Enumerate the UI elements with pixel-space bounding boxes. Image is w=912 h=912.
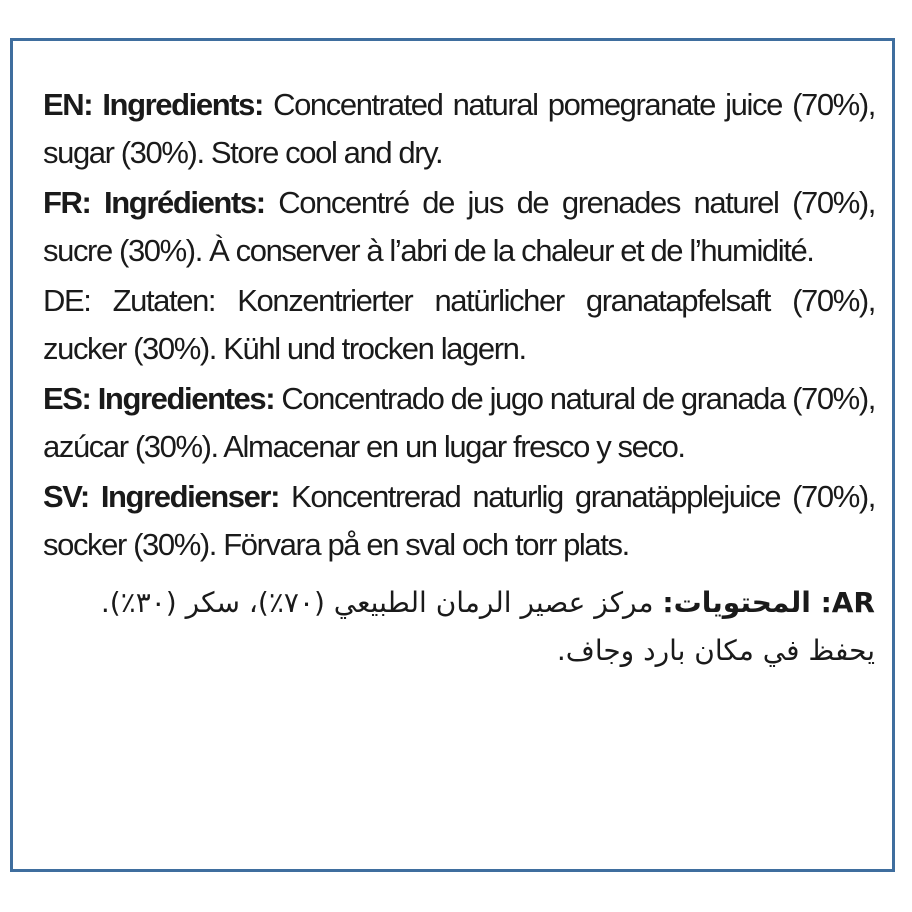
section-es-label: ES: Ingredientes:: [43, 381, 275, 416]
section-ar: [43, 579, 875, 675]
section-en-label: EN: Ingredients:: [43, 87, 263, 122]
section-sv: [43, 473, 875, 569]
section-de-text: DE: Zutaten: Konzentrierter natürlicher granatapfelsaft (70%), zucker (30%). Kühl und trocken lagern.: [43, 283, 875, 366]
ingredients-text-block: [43, 81, 875, 677]
section-sv-text: Koncentrerad naturlig granatäpplejuice (70%), socker (30%). Förvara på en sval och torr plats.: [43, 479, 875, 562]
section-en-text: Concentrated natural pomegranate juice (70%), sugar (30%). Store cool and dry.: [43, 87, 875, 170]
section-sv-label: SV: Ingredienser:: [43, 479, 279, 514]
section-fr-label: FR: Ingrédients:: [43, 185, 265, 220]
section-fr: [43, 179, 875, 275]
section-ar-text: مركز عصير الرمان الطبيعي (٧٠٪)، سكر (٣٠٪). يحفظ في مكان بارد وجاف.: [100, 586, 875, 667]
section-ar-label: AR: المحتويات:: [662, 586, 875, 619]
ingredients-label-panel: [10, 38, 895, 872]
section-en: [43, 81, 875, 177]
section-fr-text: Concentré de jus de grenades naturel (70%), sucre (30%). À conserver à l’abri de la chaleur et de l’humidité.: [43, 185, 876, 268]
section-de: [43, 277, 875, 373]
section-es: [43, 375, 875, 471]
section-es-text: Concentrado de jugo natural de granada (70%), azúcar (30%). Almacenar en un lugar fresco y seco.: [43, 381, 875, 464]
